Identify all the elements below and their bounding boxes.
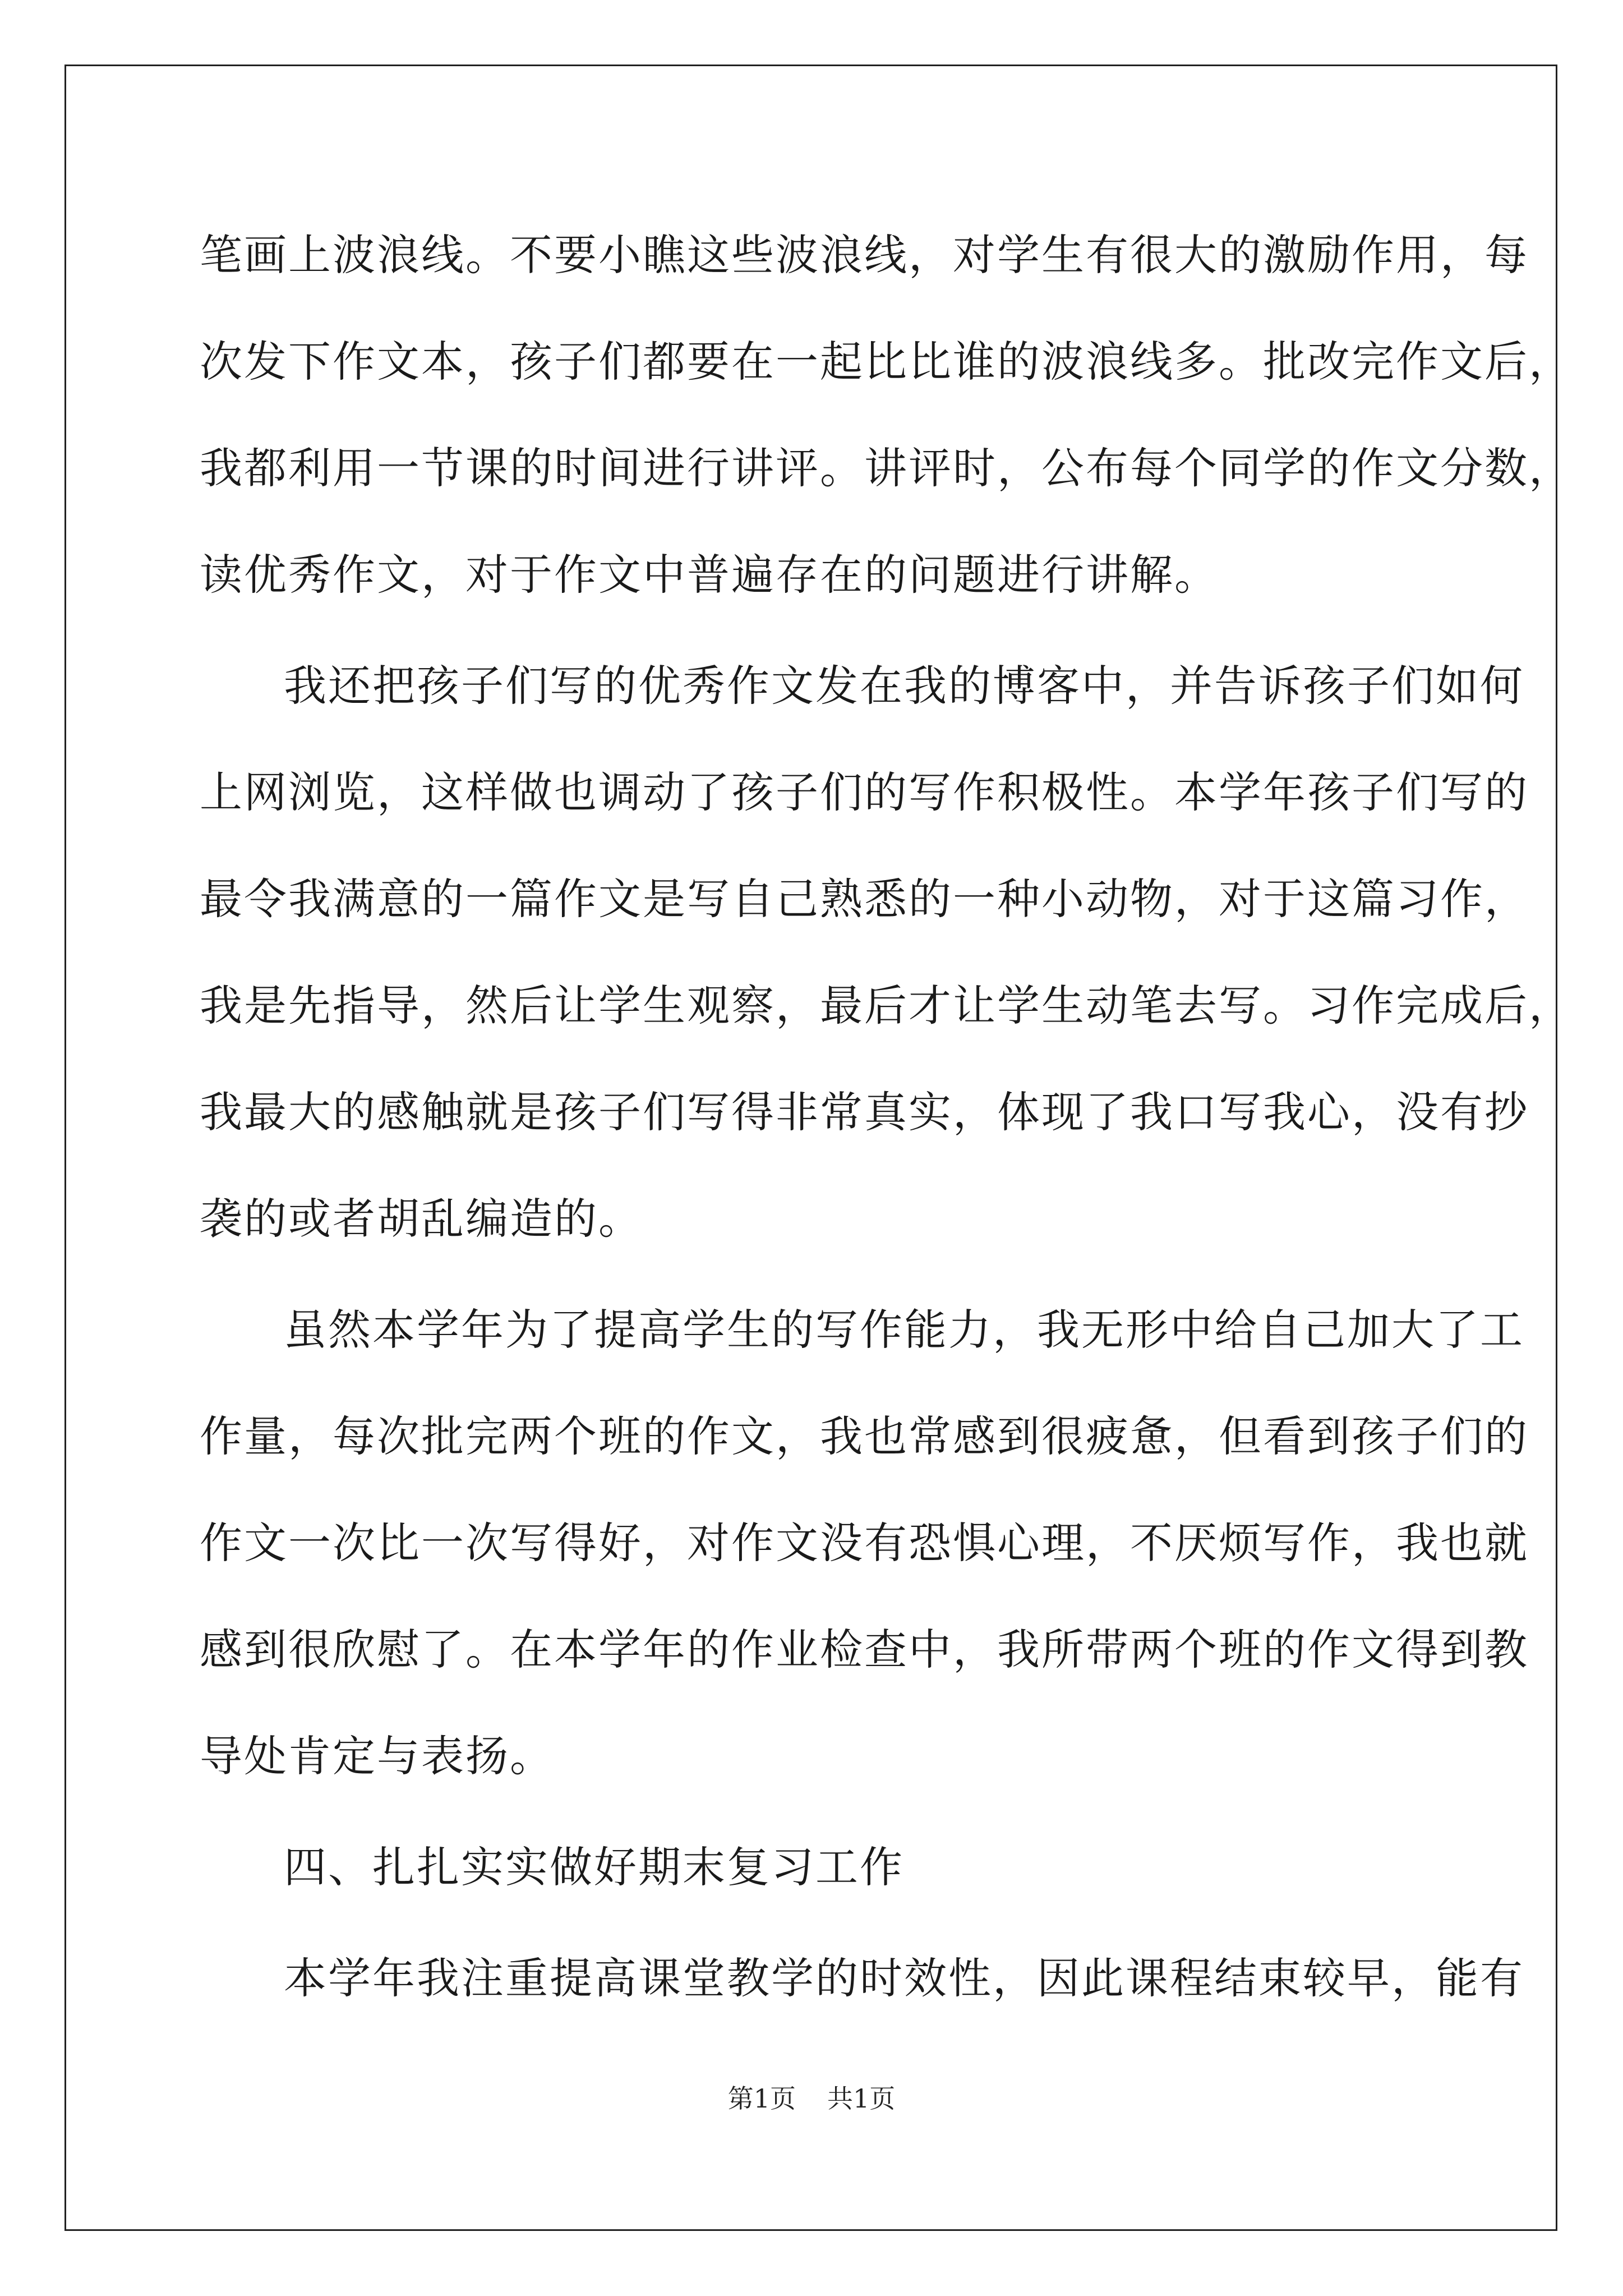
text-line: 次发下作文本，孩子们都要在一起比比谁的波浪线多。批改完作文后， [200, 337, 1573, 386]
text-line: 我是先指导，然后让学生观察，最后才让学生动笔去写。习作完成后， [200, 981, 1573, 1030]
section-heading [200, 1814, 1428, 1921]
text-line: 袭的或者胡乱编造的。 [200, 1194, 643, 1244]
paragraph-1 [200, 202, 1573, 628]
document-body [200, 202, 1573, 2036]
page-number-current: 第1页 [727, 2083, 796, 2114]
text-line: 感到很欣慰了。在本学年的作业检查中，我所带两个班的作文得到教 [200, 1625, 1529, 1674]
paragraph-3 [200, 1277, 1529, 1810]
text-line: 虽然本学年为了提高学生的写作能力，我无形中给自己加大了工 [284, 1305, 1524, 1355]
text-line: 我都利用一节课的时间进行讲评。讲评时，公布每个同学的作文分数， [200, 443, 1573, 493]
page-footer [0, 2078, 1623, 2115]
paragraph-2 [200, 633, 1573, 1272]
text-line: 读优秀作文，对于作文中普遍存在的问题进行讲解。 [200, 550, 1219, 600]
text-line: 四、扎扎实实做好期末复习工作 [284, 1842, 904, 1892]
text-line: 本学年我注重提高课堂教学的时效性，因此课程结束较早，能有 [284, 1953, 1524, 2003]
text-line: 我最大的感触就是孩子们写得非常真实，体现了我口写我心，没有抄 [200, 1087, 1529, 1137]
page-number-total: 共1页 [827, 2083, 896, 2114]
text-line: 我还把孩子们写的优秀作文发在我的博客中，并告诉孩子们如何 [284, 661, 1524, 711]
text-line: 作文一次比一次写得好，对作文没有恐惧心理，不厌烦写作，我也就 [200, 1518, 1529, 1568]
text-line: 作量，每次批完两个班的作文，我也常感到很疲惫，但看到孩子们的 [200, 1411, 1529, 1461]
text-line: 最令我满意的一篇作文是写自己熟悉的一种小动物，对于这篇习作， [200, 874, 1529, 924]
text-line: 导处肯定与表扬。 [200, 1731, 554, 1781]
text-line: 上网浏览，这样做也调动了孩子们的写作积极性。本学年孩子们写的 [200, 767, 1529, 817]
text-line: 笔画上波浪线。不要小瞧这些波浪线，对学生有很大的激励作用，每 [200, 230, 1529, 280]
paragraph-4 [200, 1925, 1524, 2032]
